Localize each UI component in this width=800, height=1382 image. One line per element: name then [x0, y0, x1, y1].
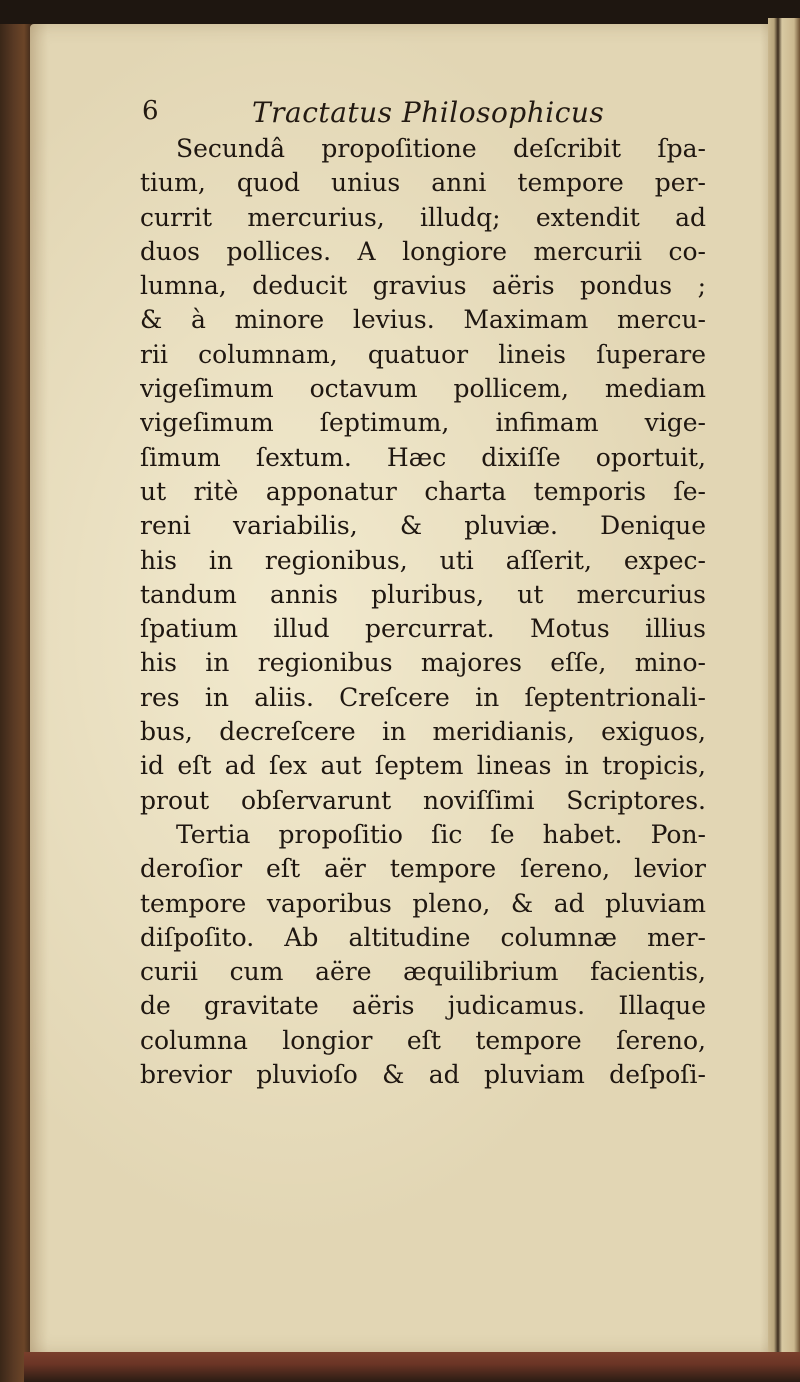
text-line: bus, decreſcere in meridianis, exiguos, [140, 717, 706, 747]
text-line: his in regionibus majores eſſe, mino- [140, 648, 706, 678]
text-line: curii cum aëre æquilibrium facientis, [140, 957, 706, 987]
text-line: vigeſimum ſeptimum, infimam vige- [140, 408, 706, 438]
page-header [142, 96, 702, 132]
text-line: id eſt ad ſex aut ſeptem lineas in tropicis, [140, 751, 706, 781]
book-cover-bottom [24, 1352, 800, 1382]
page-number: 6 [142, 96, 159, 126]
text-line: vigeſimum octavum pollicem, mediam [140, 374, 706, 404]
text-line: tempore vaporibus pleno, & ad pluviam [140, 888, 706, 918]
text-line: duos pollices. A longiore mercurii co- [140, 236, 706, 266]
text-line: ſimum ſextum. Hæc dixiſſe oportuit, [140, 442, 706, 472]
scan-background-top [0, 0, 800, 24]
text-line: & à minore levius. Maximam mercu- [140, 305, 706, 335]
text-line: rii columnam, quatuor lineis ſuperare [140, 339, 706, 369]
text-line: Secundâ propoſitione deſcribit ſpa- [176, 134, 706, 163]
text-line: diſpoſito. Ab altitudine columnæ mer- [140, 922, 706, 952]
text-line: tium, quod unius anni tempore per- [140, 168, 706, 198]
text-line: his in regionibus, uti aſſerit, expec- [140, 545, 706, 575]
text-line: res in aliis. Creſcere in ſeptentrionali- [140, 682, 706, 712]
body-text [140, 132, 706, 1092]
text-line: reni variabilis, & pluviæ. Denique [140, 511, 706, 541]
text-line: ut ritè apponatur charta temporis ſe- [140, 476, 706, 506]
text-line: de gravitate aëris judicamus. Illaque [140, 991, 706, 1021]
text-line: currit mercurius, illudq; extendit ad [140, 202, 706, 232]
text-line: prout obſervarunt noviſſimi Scriptores. [140, 785, 706, 815]
text-line: lumna, deducit gravius aëris pondus ; [140, 271, 706, 301]
text-line: deroſior eſt aër tempore ſereno, levior [140, 854, 706, 884]
text-line: brevior pluvioſo & ad pluviam deſpoſi- [140, 1060, 706, 1090]
text-line: tandum annis pluribus, ut mercurius [140, 579, 706, 609]
text-line: Tertia propoſitio ſic ſe habet. Pon- [176, 819, 706, 849]
running-head: Tractatus Philosophicus [252, 96, 605, 129]
text-line: columna longior eſt tempore ſereno, [140, 1025, 706, 1055]
page-edges-right [768, 18, 800, 1358]
text-line: ſpatium illud percurrat. Motus illius [140, 614, 706, 644]
